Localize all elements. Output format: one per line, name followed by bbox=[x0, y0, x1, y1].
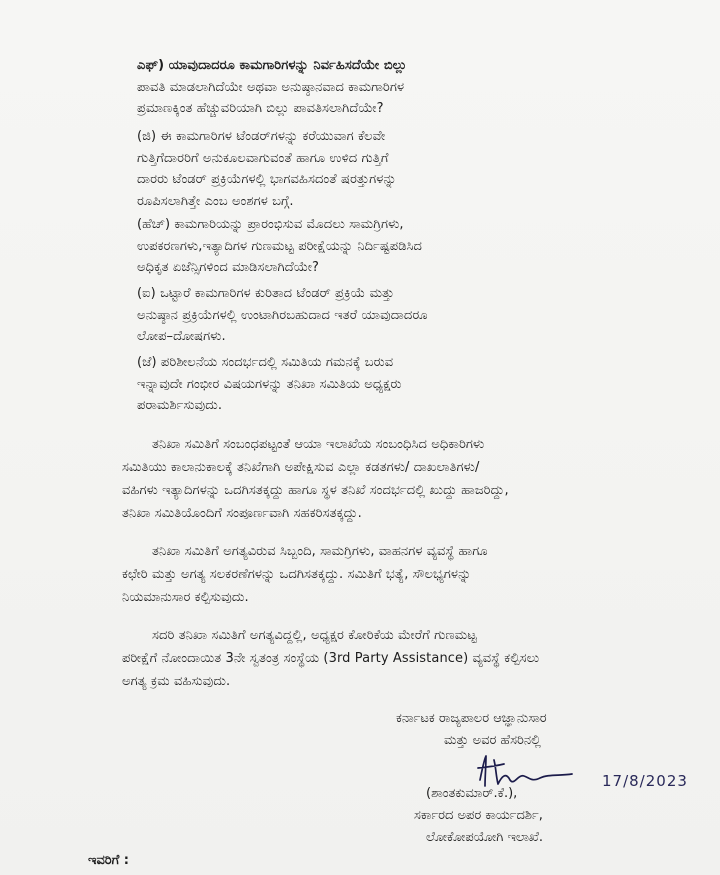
clause-line: ಅಧಿಕೃತ ಏಜೆನ್ಸಿಗಳಿಂದ ಮಾಡಿಸಲಾಗಿದೆಯೇ? bbox=[137, 260, 320, 275]
clause-line: ಪರಾಮರ್ಶಿಸುವುದು. bbox=[137, 398, 223, 413]
clause-line: ಉಪಕರಣಗಳು,ಇತ್ಯಾದಿಗಳ ಗುಣಮಟ್ಟ ಪರೀಕ್ಷೆಯನ್ನು ನಿರ್ದಿಷ್ಟಪಡಿಸಿದ bbox=[137, 238, 422, 254]
order-line: ಮತ್ತು ಅವರ ಹೆಸರಿನಲ್ಲಿ bbox=[444, 733, 541, 748]
signatory-details bbox=[414, 783, 543, 849]
clause-line: ಪ್ರಮಾಣಕ್ಕಿಂತ ಹೆಚ್ಚುವರಿಯಾಗಿ ಬಿಲ್ಲು ಪಾವತಿಸಲಾಗಿದೆಯೇ? bbox=[137, 101, 384, 116]
clause-line: (ಜೆ) ಪರಿಶೀಲನೆಯ ಸಂದರ್ಭದಲ್ಲಿ ಸಮಿತಿಯ ಗಮನಕ್ಕೆ ಬರುವ bbox=[137, 355, 394, 370]
clause-i bbox=[137, 283, 587, 348]
paragraph-line: ವಹಿಗಳು ಇತ್ಯಾದಿಗಳನ್ನು ಒದಗಿಸತಕ್ಕದ್ದು ಹಾಗೂ ಸ್ಥಳ ತನಿಖೆ ಸಂದರ್ಭದಲ್ಲಿ ಖುದ್ದು ಹಾಜರಿದ್ದು, bbox=[122, 483, 509, 498]
clause-line: ರೂಪಿಸಲಾಗಿತ್ತೇ ಎಂಬ ಅಂಶಗಳ ಬಗ್ಗೆ. bbox=[137, 193, 294, 209]
paragraph-line: ತನಿಖಾ ಸಮಿತಿಗೆ ಸಂಬಂಧಪಟ್ಟಂತೆ ಆಯಾ ಇಲಾಖೆಯ ಸಂಬಂಧಿಸಿದ ಅಧಿಕಾರಿಗಳು bbox=[152, 437, 485, 452]
clause-h bbox=[137, 214, 587, 279]
paragraph-resources bbox=[88, 540, 633, 609]
clause-line: (ಜಿ) ಈ ಕಾಮಗಾರಿಗಳ ಟೆಂಡರ್‌ಗಳನ್ನು ಕರೆಯುವಾಗ ಕೆಲವೇ bbox=[137, 129, 386, 144]
signature-date: 17/8/2023 bbox=[602, 772, 688, 790]
paragraph-line: ತನಿಖಾ ಸಮಿತಿಗೆ ಅಗತ್ಯವಿರುವ ಸಿಬ್ಬಂದಿ, ಸಾಮಗ್ರಿಗಳು, ವಾಹನಗಳ ವ್ಯವಸ್ಥೆ ಹಾಗೂ bbox=[152, 544, 488, 559]
paragraph-line: ತನಿಖಾ ಸಮಿತಿಯೊಂದಿಗೆ ಸಂಪೂರ್ಣವಾಗಿ ಸಹಕರಿಸತಕ್ಕದ್ದು. bbox=[122, 506, 362, 521]
clause-j bbox=[137, 352, 587, 417]
clause-line: ಇನ್ನಾವುದೇ ಗಂಭೀರ ವಿಷಯಗಳನ್ನು ತನಿಖಾ ಸಮಿತಿಯ ಅಧ್ಯಕ್ಷರು bbox=[137, 376, 402, 392]
clause-line: ಎಫ್) ಯಾವುದಾದರೂ ಕಾಮಗಾರಿಗಳನ್ನು ನಿರ್ವಹಿಸದೆಯೇ ಬಿಲ್ಲು bbox=[137, 58, 407, 73]
clause-line: ಅನುಷ್ಠಾನ ಪ್ರಕ್ರಿಯೆಗಳಲ್ಲಿ ಉಂಟಾಗಿರಬಹುದಾದ ಇತರೆ ಯಾವುದಾದರೂ bbox=[137, 307, 428, 323]
order-line: ಕರ್ನಾಟಕ ರಾಜ್ಯಪಾಲರ ಆಜ್ಞಾನುಸಾರ bbox=[396, 711, 547, 726]
paragraph-line: ಕಛೇರಿ ಮತ್ತು ಅಗತ್ಯ ಸಲಕರಣೆಗಳನ್ನು ಒದಗಿಸತಕ್ಕದ್ದು. ಸಮಿತಿಗೆ ಭತ್ಯೆ, ಸೌಲಭ್ಯಗಳನ್ನು bbox=[122, 567, 472, 582]
clause-line: ಗುತ್ತಿಗೆದಾರರಿಗೆ ಅನುಕೂಲವಾಗುವಂತೆ ಹಾಗೂ ಉಳಿದ ಗುತ್ತಿಗೆ bbox=[137, 150, 389, 166]
order-attribution bbox=[396, 708, 547, 752]
signatory-designation: ಸರ್ಕಾರದ ಅಪರ ಕಾರ್ಯದರ್ಶಿ, bbox=[414, 808, 543, 823]
clause-line: (ಐ) ಒಟ್ಟಾರೆ ಕಾಮಗಾರಿಗಳ ಕುರಿತಾದ ಟೆಂಡರ್ ಪ್ರಕ್ರಿಯೆ ಮತ್ತು bbox=[137, 286, 395, 301]
clause-line: ಲೋಪ–ದೋಷಗಳು. bbox=[137, 329, 226, 344]
paragraph-third-party bbox=[88, 624, 633, 693]
signatory-name: (ಶಾಂತಕುಮಾರ್.ಕೆ.), bbox=[426, 786, 518, 801]
signatory-department: ಲೋಕೋಪಯೋಗಿ ಇಲಾಖೆ. bbox=[426, 830, 544, 845]
clause-line: ದಾರರು ಟೆಂಡರ್ ಪ್ರಕ್ರಿಯೆಗಳಲ್ಲಿ ಭಾಗವಹಿಸದಂತೆ ಷರತ್ತುಗಳನ್ನು bbox=[137, 172, 397, 187]
clause-line: ಪಾವತಿ ಮಾಡಲಾಗಿದೆಯೇ ಅಥವಾ ಅನುಷ್ಠಾನವಾದ ಕಾಮಗಾರಿಗಳ bbox=[137, 79, 405, 95]
paragraph-line: ಸದರಿ ತನಿಖಾ ಸಮಿತಿಗೆ ಅಗತ್ಯವಿದ್ದಲ್ಲಿ, ಅಧ್ಯಕ್ಷರ ಕೋರಿಕೆಯ ಮೇರೆಗೆ ಗುಣಮಟ್ಟ bbox=[152, 628, 477, 643]
paragraph-cooperation bbox=[88, 433, 633, 525]
clause-g bbox=[137, 126, 587, 212]
clause-f bbox=[137, 55, 587, 120]
recipients-label: ಇವರಿಗೆ : bbox=[88, 853, 129, 868]
paragraph-line: ಸಮಿತಿಯು ಕಾಲಾನುಕಾಲಕ್ಕೆ ತನಿಖೆಗಾಗಿ ಅಪೇಕ್ಷಿಸುವ ಎಲ್ಲಾ ಕಡತಗಳು/ ದಾಖಲಾತಿಗಳು/ bbox=[122, 460, 480, 475]
clause-line: (ಹೆಚ್) ಕಾಮಗಾರಿಯನ್ನು ಪ್ರಾರಂಭಿಸುವ ಮೊದಲು ಸಾಮಗ್ರಿಗಳು, bbox=[137, 217, 404, 232]
paragraph-line: ಪರೀಕ್ಷೆಗೆ ನೋಂದಾಯಿತ 3ನೇ ಸ್ವತಂತ್ರ ಸಂಸ್ಥೆಯ (3rd Party Assistance) ವ್ಯವಸ್ಥೆ ಕಲ್ಪಿಸಲು bbox=[122, 651, 540, 666]
paragraph-line: ನಿಯಮಾನುಸಾರ ಕಲ್ಪಿಸುವುದು. bbox=[122, 590, 249, 605]
paragraph-line: ಅಗತ್ಯ ಕ್ರಮ ವಹಿಸುವುದು. bbox=[122, 674, 231, 689]
